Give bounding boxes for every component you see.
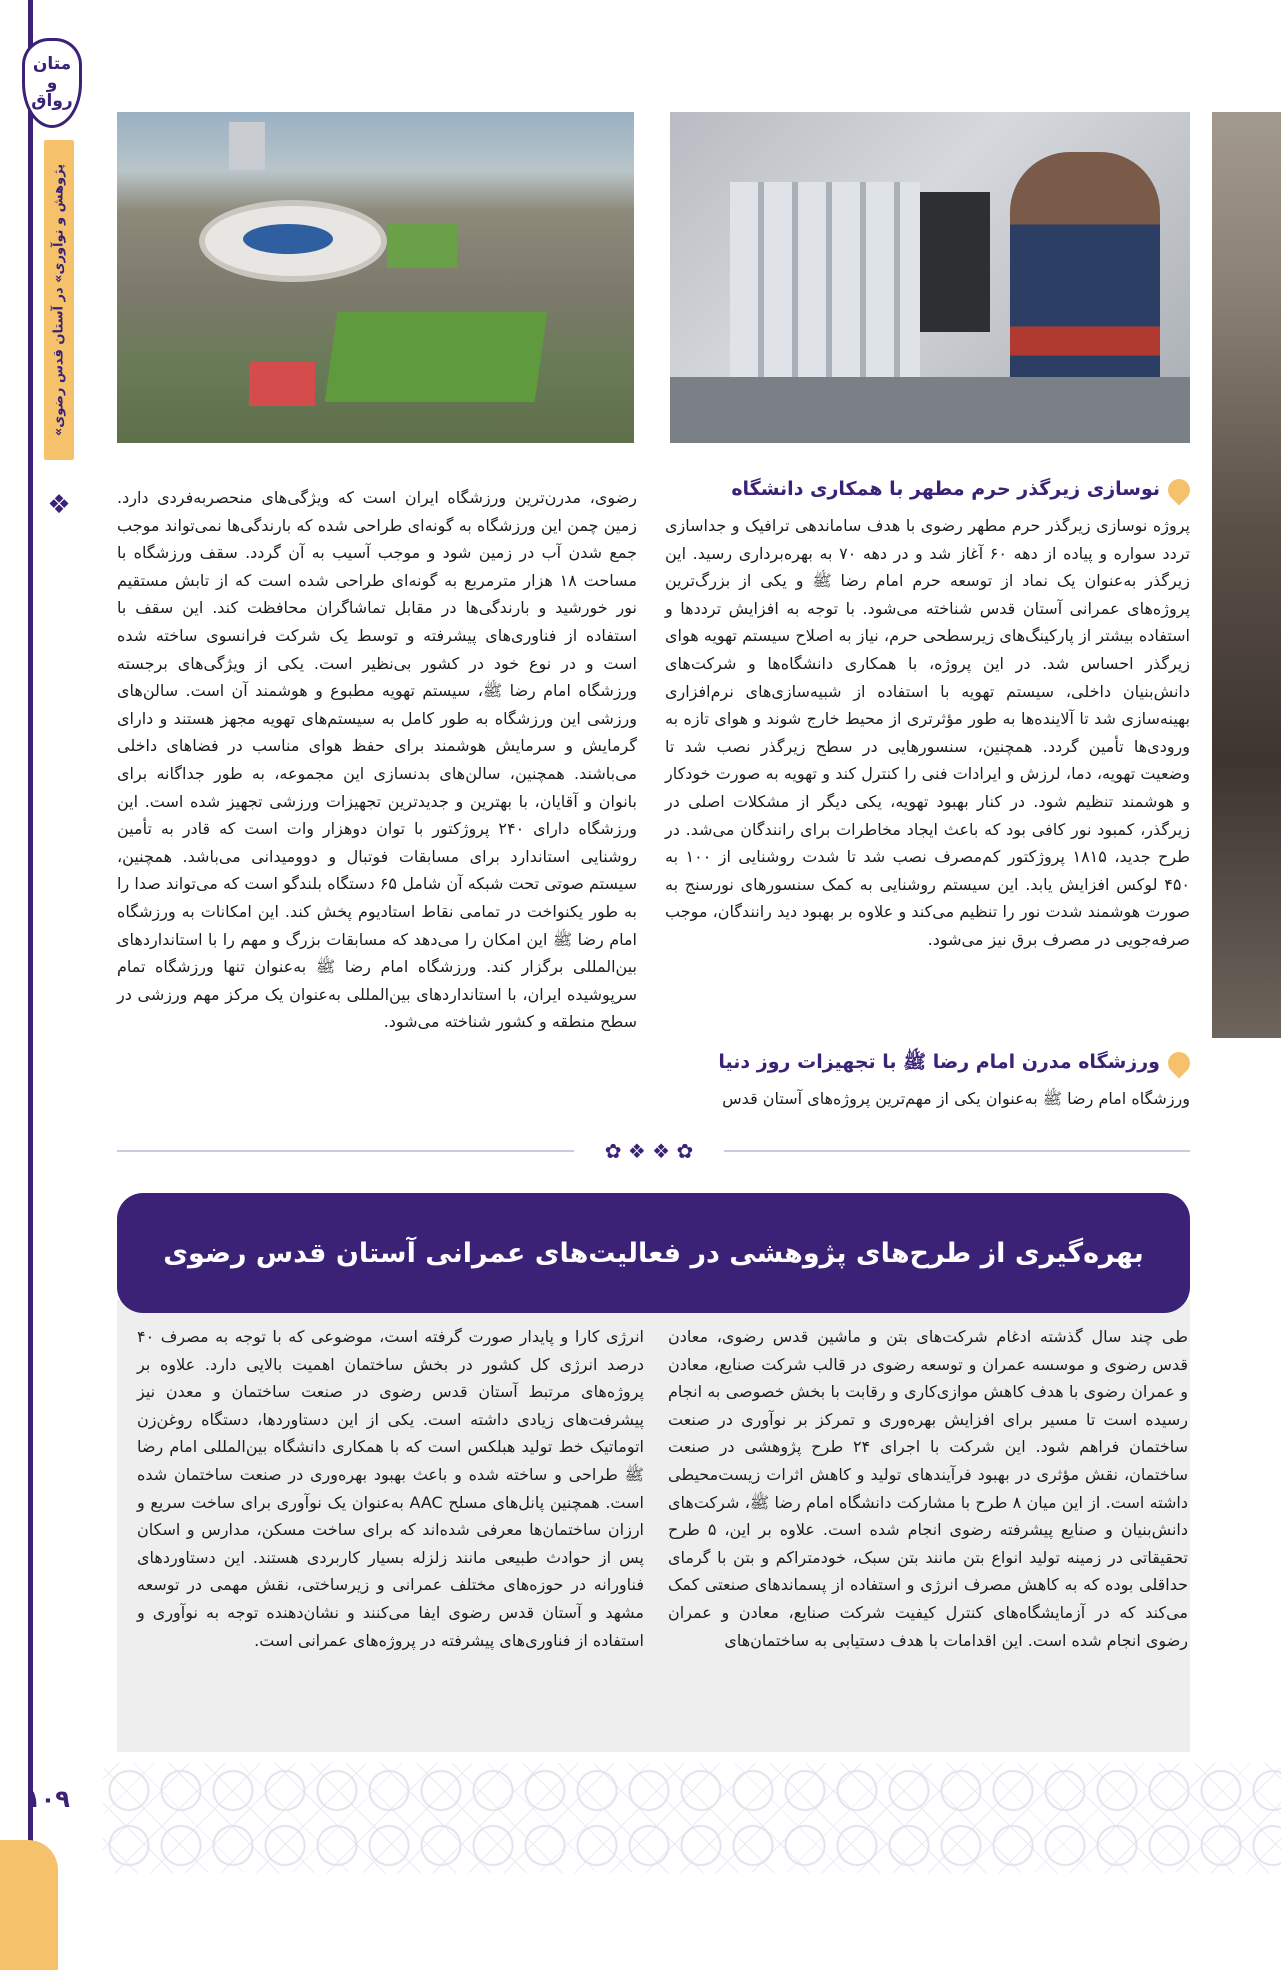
section3-left-paragraph: انرژی کارا و پایدار صورت گرفته است، موضوعی که با توجه به مصرف ۴۰ درصد انرژی کل کشور در بخش ساختمان اهمیت بالایی دارد. علاوه بر پروژه‌های مرتبط آستان قدس رضوی در صنعت ساختمان و معدن نیز پیشرفت‌های زیادی داشته است. یکی از این دستاوردها، دستگاه روغن‌زن اتوماتیک خط تولید هبلکس است که با همکاری دانشگاه بین‌المللی امام رضا ﷺ طراحی و ساخته شده و باعث بهبود بهره‌وری در صنعت ساختمان شده است. همچنین پانل‌های مسلح AAC به‌عنوان یک نوآوری برای ساخت سریع و ارزان ساختمان‌ها معرفی شده‌اند که برای ساخت مسکن، مدارس و اسکان پس از حوادث طبیعی مانند زلزله بسیار کاربردی هستند. این دستاوردهای فناورانه در حوزه‌های مختلف عمرانی و زیرساختی، نقش مهمی در توسعه مشهد و آستان قدس رضوی ایفا می‌کنند و نشان‌دهنده توجه به نوآوری و استفاده از فناوری‌های پیشرفته در پروژه‌های عمرانی است. [137, 1327, 644, 1650]
sidebar [0, 0, 78, 1970]
heading-marker-icon [1163, 1047, 1194, 1078]
photo-field [325, 312, 548, 402]
photo-machine [920, 192, 990, 332]
heading-marker-icon [1163, 474, 1194, 505]
research-banner [117, 1193, 1190, 1313]
building-strip-photo [1212, 112, 1281, 1038]
photo-bench [670, 377, 1190, 443]
photo-building [229, 122, 265, 170]
section2-intro: ورزشگاه امام رضا ﷺ به‌عنوان یکی از مهم‌ترین پروژه‌های آستان قدس [722, 1089, 1190, 1108]
sidebar-line [28, 0, 33, 1970]
corner-flag [0, 1840, 58, 1970]
section2-heading-text: ورزشگاه مدرن امام رضا ﷺ با تجهیزات روز دنیا [718, 1051, 1160, 1073]
footer-pattern [103, 1763, 1281, 1873]
photo-rack [730, 182, 920, 382]
section1-paragraph: پروژه نوسازی زیرگذر حرم مطهر رضوی با هدف ساماندهی ترافیک و جداسازی تردد سواره و پیاده از دهه ۶۰ آغاز شد و در دهه ۷۰ به بهره‌برداری رسید. این زیرگذر به‌عنوان یک نماد از توسعه حرم امام رضا ﷺ و یکی از بزرگ‌ترین پروژه‌های عمرانی آستان قدس شناخته می‌شود. با توجه به افزایش ترددها و استفاده بیشتر از پارکینگ‌های زیرسطحی حرم، نیاز به اصلاح سیستم تهویه هوای زیرگذر احساس شد. در این پروژه، با همکاری دانشگاه‌ها و شرکت‌های دانش‌بنیان داخلی، سیستم تهویه با استفاده از شبیه‌سازی‌های نرم‌افزاری بهینه‌سازی شد تا آلاینده‌ها به طور مؤثرتری از محیط خارج شوند و هوای تازه به ورودی‌ها تأمین گردد. همچنین، سنسورهایی در سطح زیرگذر نصب شد تا وضعیت تهویه، دما، لرزش و ایرادات فنی را کنترل کند و تهویه به صورت خودکار و هوشمند تنظیم شود. در کنار بهبود تهویه، یکی دیگر از مشکلات اصلی در زیرگذر، کمبود نور کافی بود که باعث ایجاد مخاطرات برای رانندگان می‌شد. در طرح جدید، ۱۸۱۵ پروژکتور کم‌مصرف نصب شد تا شدت روشنایی از ۱۰۰ به ۴۵۰ لوکس افزایش یابد. این سیستم روشنایی به کمک سنسورهای نورسنج به صورت هوشمند شدت نور را تنظیم می‌کند و علاوه بر بهبود دید رانندگان، موجب صرفه‌جویی در مصرف برق نیز می‌شود. [665, 516, 1190, 949]
photo-roof [249, 362, 315, 406]
stadium-aerial-photo [117, 112, 634, 443]
photo-field [387, 224, 457, 268]
section-banner [44, 140, 74, 460]
section1-heading-text: نوسازی زیرگذر حرم مطهر با همکاری دانشگاه [731, 478, 1160, 500]
divider-ornament-icon: ✿ ❖ ❖ ✿ [574, 1138, 724, 1164]
banner-title: بهره‌گیری از طرح‌های پژوهشی در فعالیت‌های عمرانی آستان قدس رضوی [163, 1237, 1144, 1269]
magazine-logo: متان و رواق [22, 38, 82, 128]
page-number: ۱۰۹ [26, 1785, 70, 1813]
section2-paragraph: رضوی، مدرن‌ترین ورزشگاه ایران است که ویژگی‌های منحصربه‌فردی دارد. زمین چمن این ورزشگاه به گونه‌ای طراحی شده که بارندگی‌ها نمی‌تواند موجب جمع شدن آب در زمین شود و موجب آسیب به آن گردد. سقف ورزشگاه با مساحت ۱۸ هزار مترمربع به گونه‌ای طراحی شده است که از تابش مستقیم نور خورشید و بارندگی‌ها در مقابل تماشاگران محافظت کند. این سقف با استفاده از فناوری‌های پیشرفته و توسط یک شرکت فرانسوی ساخته شده است و در نوع خود در کشور بی‌نظیر است. یکی از ویژگی‌های برجسته ورزشگاه امام رضا ﷺ، سیستم تهویه مطبوع و هوشمند آن است. سالن‌های ورزشی این ورزشگاه به طور کامل به سیستم‌های تهویه مجهز هستند و دارای گرمایش و سرمایش هوشمند برای حفظ هوای مناسب در فضاهای داخلی می‌باشند. همچنین، سالن‌های بدنسازی این مجموعه، به طور جداگانه برای بانوان و آقایان، با بهترین و جدیدترین تجهیزات ورزشی تجهیز شده است. این ورزشگاه دارای ۲۴۰ پروژکتور با توان دوهزار وات است که قادر به تأمین روشنایی استاندارد برای مسابقات فوتبال و دوومیدانی می‌باشد. همچنین، سیستم صوتی تحت شبکه آن شامل ۶۵ دستگاه بلندگو است که می‌تواند صدا را به طور یکنواخت در تمامی نقاط استادیوم پخش کند. این امکانات به ورزشگاه امام رضا ﷺ این امکان را می‌دهد که مسابقات بزرگ و مهم را با استانداردهای بین‌المللی برگزار کند. ورزشگاه امام رضا ﷺ به‌عنوان تنها ورزشگاه تمام سرپوشیده ایران، با استانداردهای بین‌المللی به‌عنوان یک مرکز مهم ورزشی در سطح منطقه و کشور شناخته می‌شود. [117, 488, 637, 1032]
ornament-icon: ❖ [47, 490, 71, 520]
workshop-photo [670, 112, 1190, 443]
section2-heading [718, 1050, 1190, 1078]
section3-right-paragraph: طی چند سال گذشته ادغام شرکت‌های بتن و ماشین قدس رضوی، معادن قدس رضوی و موسسه عمران و توسعه رضوی در قالب شرکت صنایع، معادن و عمران رضوی با هدف کاهش موازی‌کاری و رقابت با بخش خصوصی به انجام رسیده است تا مسیر برای افزایش بهره‌وری و تمرکز بر نوآوری در صنعت ساختمان فراهم شود. این شرکت با اجرای ۲۴ طرح پژوهشی در صنعت ساختمان، نقش مؤثری در بهبود فرآیندهای تولید و کاهش اثرات زیست‌محیطی داشته است. از این میان ۸ طرح با مشارکت دانشگاه امام رضا ﷺ، شرکت‌های دانش‌بنیان و صنایع پیشرفته رضوی انجام شده است. علاوه بر این، ۵ طرح تحقیقاتی در زمینه تولید انواع بتن مانند بتن سبک، خودمتراکم و بتن با گرمای حداقلی بوده که به کاهش مصرف انرژی و استفاده از پسماندهای صنعتی کمک می‌کند که در آزمایشگاه‌های کنترل کیفیت شرکت صنایع، معادن و عمران رضوی انجام شده است. این اقدامات با هدف دستیابی به ساختمان‌های [668, 1327, 1189, 1650]
section1-heading [731, 478, 1190, 501]
photo-stadium-bowl [199, 200, 387, 282]
section-banner-text: «پژوهش و نوآوری» در آستان قدس رضوی [51, 163, 67, 437]
